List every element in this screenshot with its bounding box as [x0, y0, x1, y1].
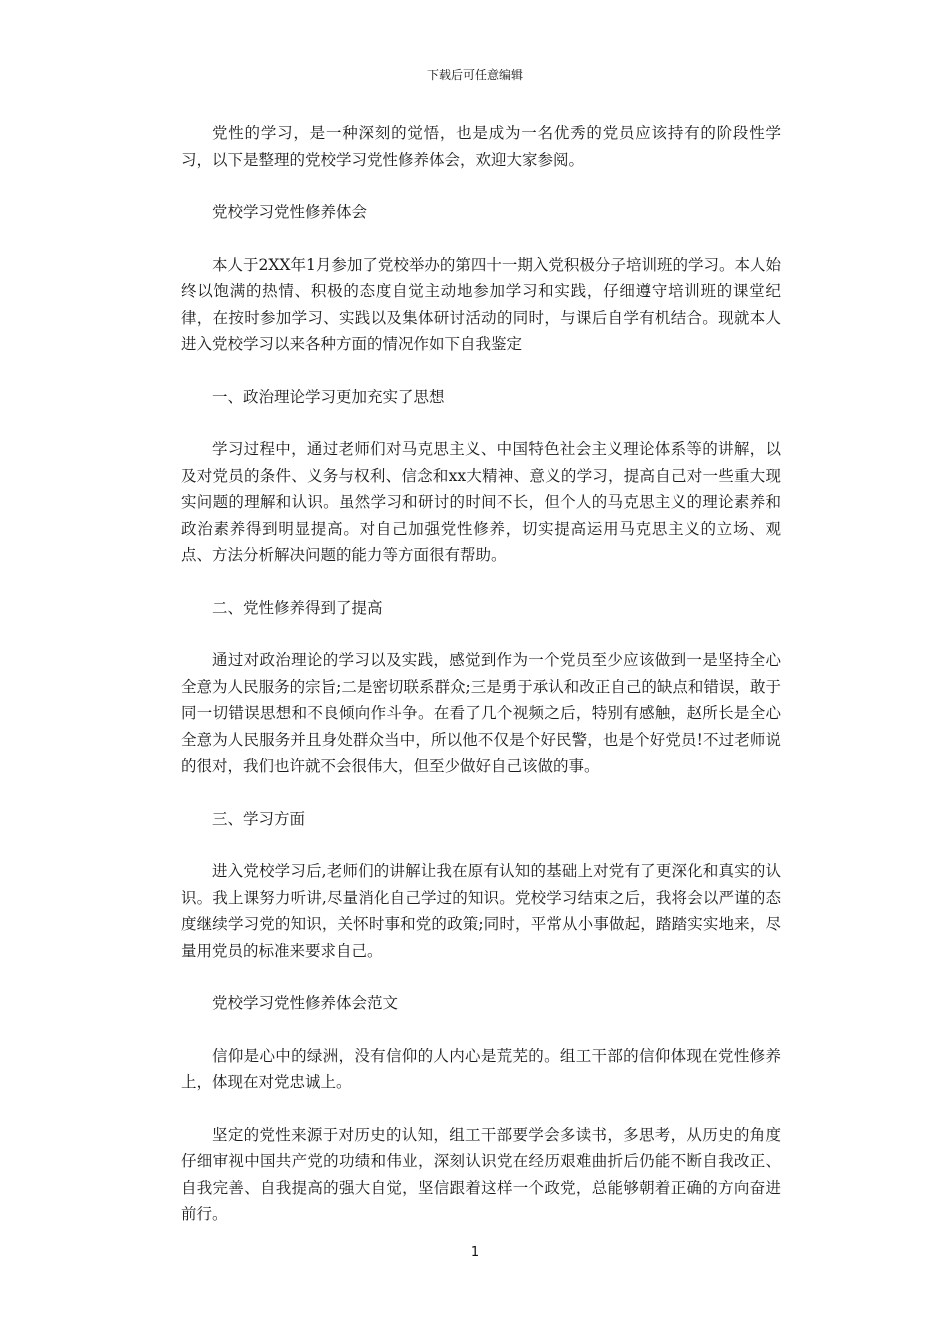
- paragraph: 信仰是心中的绿洲，没有信仰的人内心是荒芜的。组工干部的信仰体现在党性修养上，体现在对党忠诚上。: [181, 1046, 781, 1091]
- section-heading: 三、学习方面: [212, 809, 306, 828]
- paragraph: 本人于2XX年1月参加了党校举办的第四十一期入党积极分子培训班的学习。本人始终以饱满的热情、积极的态度自觉主动地参加学习和实践，仔细遵守培训班的课堂纪律，在按时参加学习、实践以及集体研讨活动的同时，与课后自学有机结合。现就本人进入党校学习以来各种方面的情况作如下自我鉴定: [181, 255, 781, 353]
- page-header: 下载后可任意编辑: [426, 68, 523, 82]
- section-title: 党校学习党性修养体会: [212, 203, 368, 221]
- section-title: 党校学习党性修养体会范文: [212, 994, 399, 1012]
- section-heading: 一、政治理论学习更加充实了思想: [212, 387, 445, 406]
- document-body: [181, 120, 781, 1254]
- paragraph: 通过对政治理论的学习以及实践，感觉到作为一个党员至少应该做到一是坚持全心全意为人民服务的宗旨;二是密切联系群众;三是勇于承认和改正自己的缺点和错误，敢于同一切错误思想和不良倾向作斗争。在看了几个视频之后，特别有感触，赵所长是全心全意为人民服务并且身处群众当中，所以他不仅是个好民警，也是个好党员!不过老师说的很对，我们也许就不会很伟大，但至少做好自己该做的事。: [181, 651, 781, 775]
- paragraph: 坚定的党性来源于对历史的认知，组工干部要学会多读书，多思考，从历史的角度仔细审视中国共产党的功绩和伟业，深刻认识党在经历艰难曲折后仍能不断自我改正、自我完善、自我提高的强大自觉，坚信跟着这样一个政党，总能够朝着正确的方向奋进前行。: [181, 1125, 781, 1223]
- page-number: 1: [470, 1245, 480, 1260]
- section-heading: 二、党性修养得到了提高: [212, 598, 383, 617]
- paragraph: 学习过程中，通过老师们对马克思主义、中国特色社会主义理论体系等的讲解，以及对党员的条件、义务与权利、信念和xx大精神、意义的学习，提高自己对一些重大现实问题的理解和认识。虽然学习和研讨的时间不长，但个人的马克思主义的理论素养和政治素养得到明显提高。对自己加强党性修养，切实提高运用马克思主义的立场、观点、方法分析解决问题的能力等方面很有帮助。: [181, 440, 781, 564]
- paragraph: 进入党校学习后,老师们的讲解让我在原有认知的基础上对党有了更深化和真实的认识。我上课努力听讲,尽量消化自己学过的知识。党校学习结束之后，我将会以严谨的态度继续学习党的知识，关怀时事和党的政策;同时，平常从小事做起，踏踏实实地来，尽量用党员的标准来要求自己。: [181, 862, 781, 960]
- intro-paragraph: 党性的学习，是一种深刻的觉悟，也是成为一名优秀的党员应该持有的阶段性学习，以下是整理的党校学习党性修养体会，欢迎大家参阅。: [181, 124, 781, 169]
